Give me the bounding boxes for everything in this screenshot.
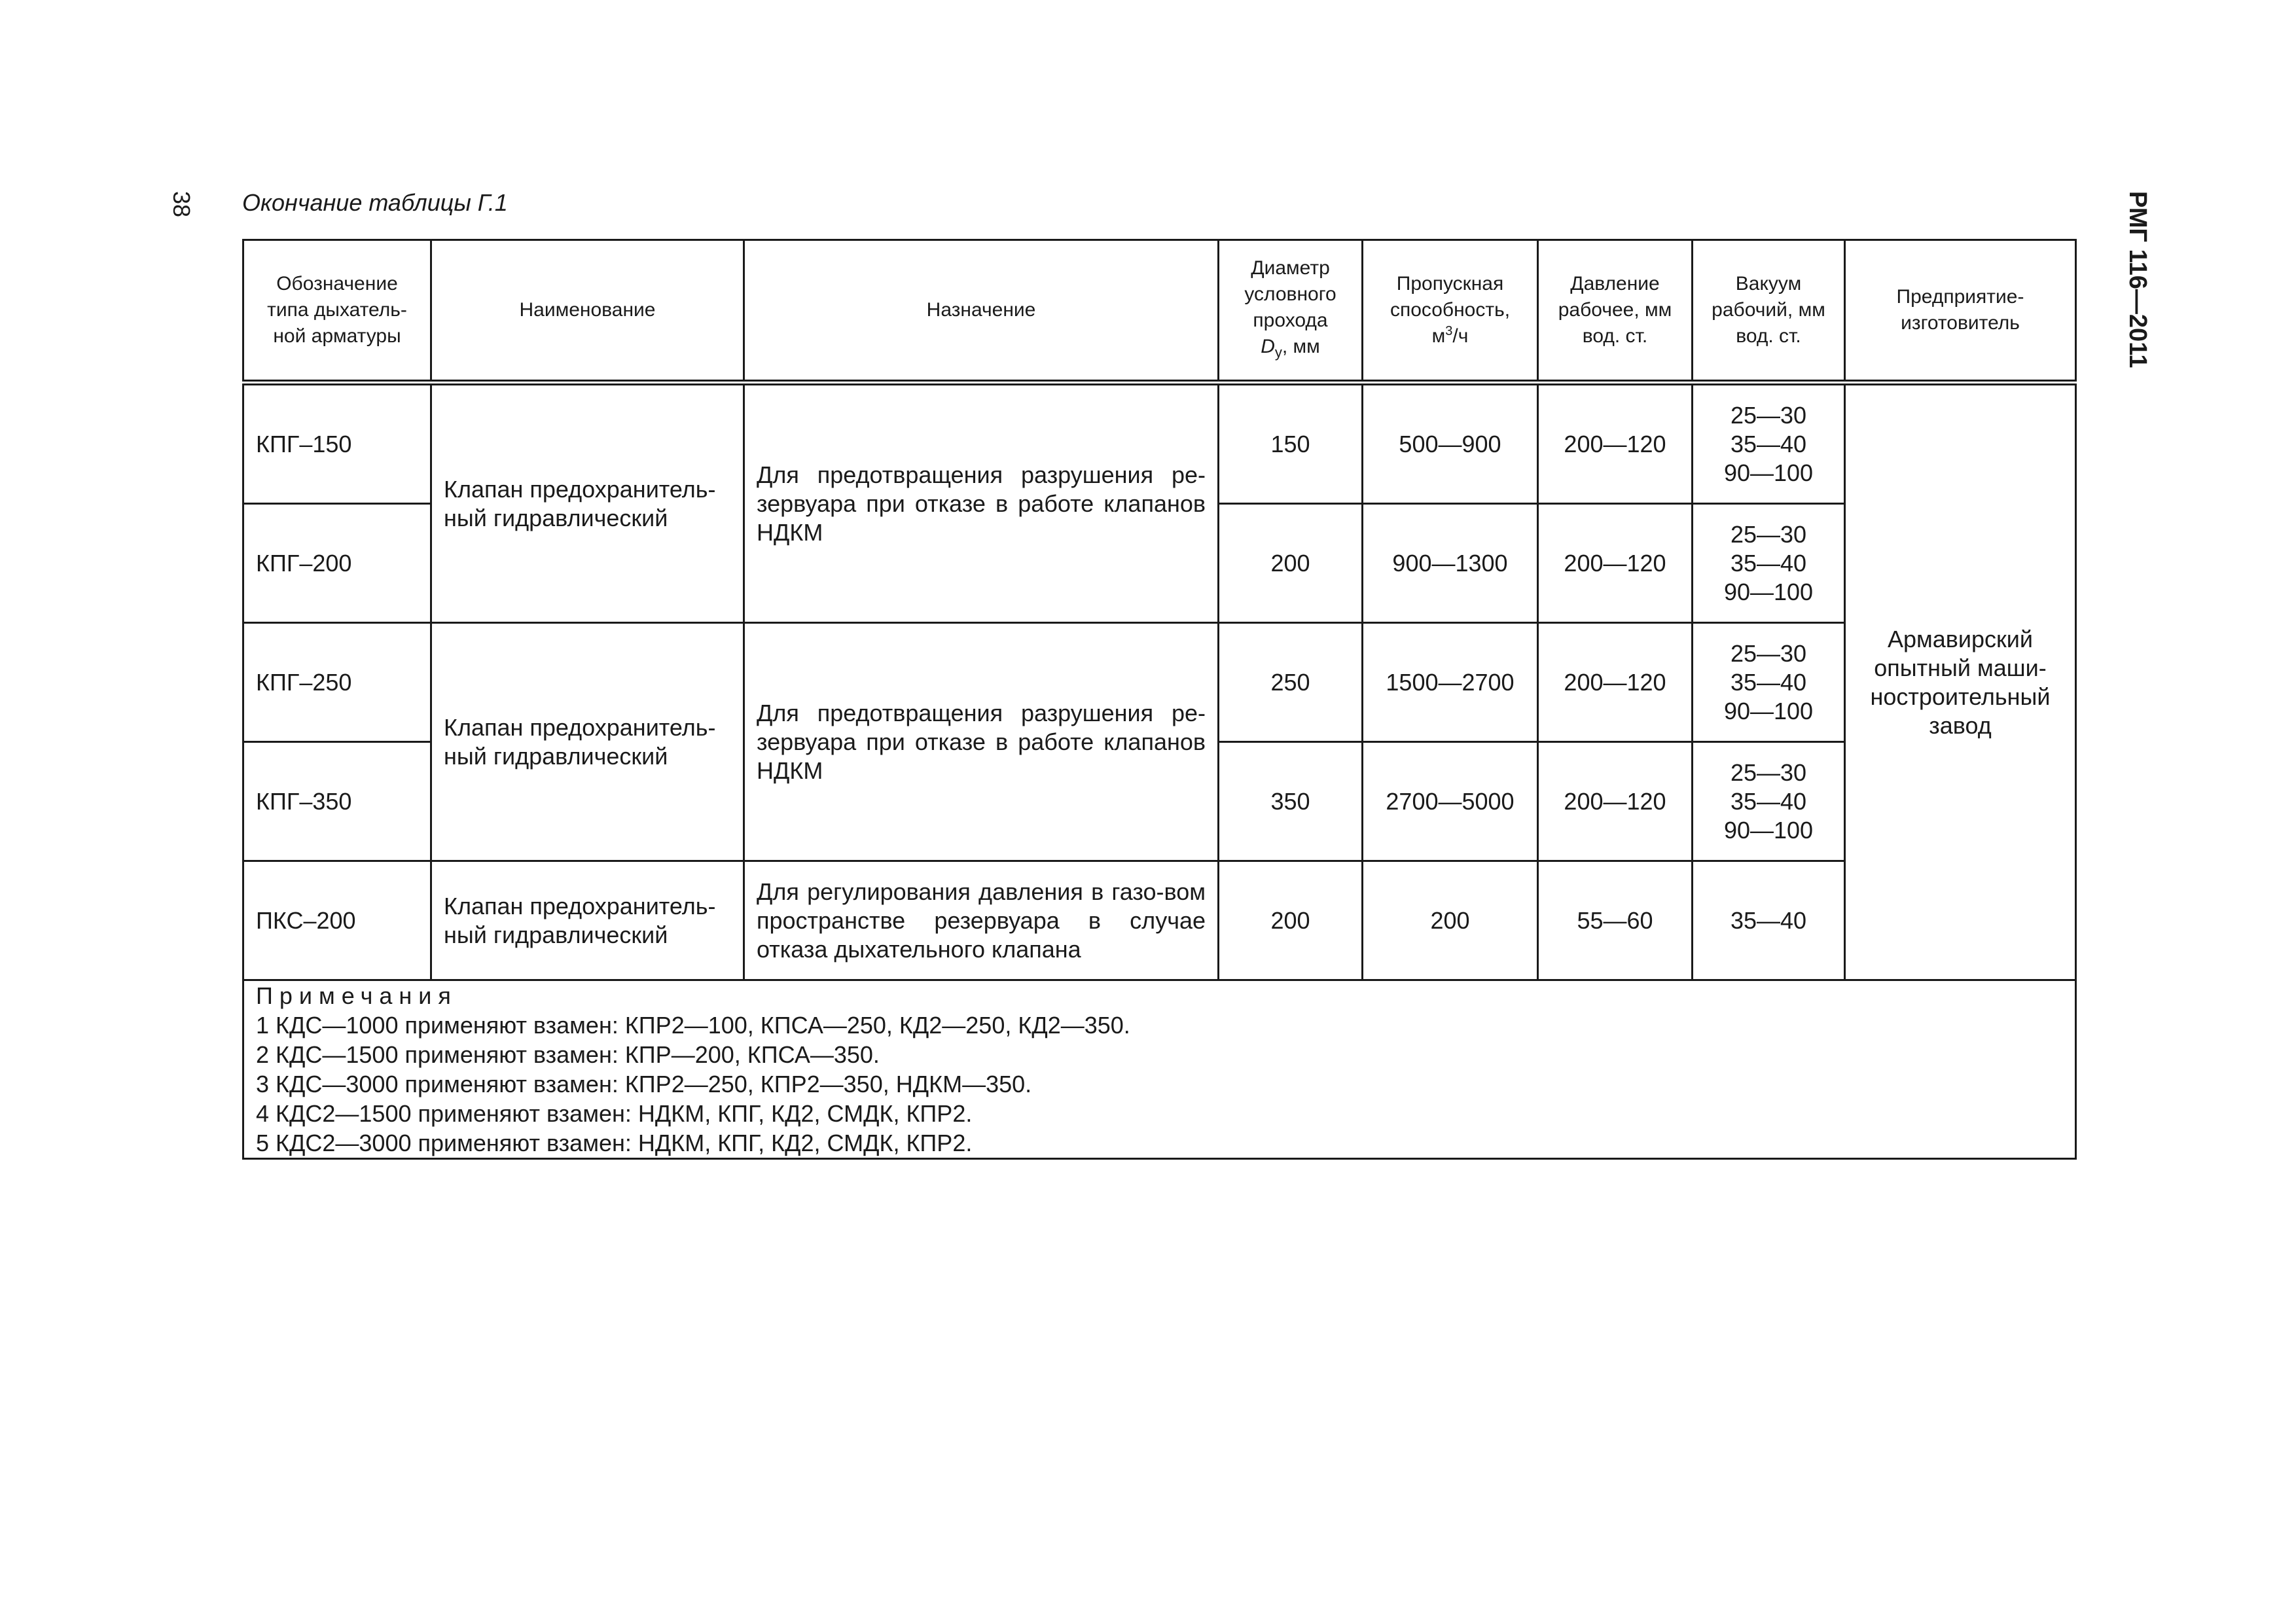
cell-name: Клапан предохранитель-ный гидравлический (431, 623, 744, 861)
header-vacuum: Вакуум рабочий, мм вод. ст. (1693, 240, 1845, 383)
cell-manufacturer: Армавирский опытный маши-ностроительный завод (1845, 383, 2076, 980)
header-capacity (1363, 240, 1538, 383)
header-diameter-text: Диаметр условного прохода (1244, 257, 1336, 331)
cell-pressure: 200—120 (1538, 504, 1693, 623)
note-item: 2 КДС—1500 применяют взамен: КПР—200, КПСА—350. (256, 1041, 880, 1068)
cell-name: Клапан предохранитель-ный гидравлический (431, 861, 744, 980)
cell-diameter: 200 (1219, 861, 1363, 980)
cell-capacity: 500—900 (1363, 383, 1538, 504)
notes-title: Примечания (256, 982, 457, 1009)
cell-vacuum: 25—30 35—40 90—100 (1693, 383, 1845, 504)
header-diameter (1219, 240, 1363, 383)
header-capacity-unit-tail: /ч (1452, 325, 1469, 347)
cell-purpose: Для предотвращения разрушения ре-зервуара при отказе в работе клапанов НДКМ (744, 623, 1219, 861)
cell-capacity: 900—1300 (1363, 504, 1538, 623)
cell-pressure: 200—120 (1538, 623, 1693, 742)
note-item: 3 КДС—3000 применяют взамен: КПР2—250, КПР2—350, НДКМ—350. (256, 1071, 1032, 1097)
cell-pressure: 200—120 (1538, 742, 1693, 861)
cell-type: ПКС–200 (243, 861, 431, 980)
cell-pressure: 200—120 (1538, 383, 1693, 504)
cell-capacity: 1500—2700 (1363, 623, 1538, 742)
cell-vacuum: 25—30 35—40 90—100 (1693, 504, 1845, 623)
cell-name: Клапан предохранитель-ный гидравлический (431, 383, 744, 623)
cell-purpose: Для регулирования давления в газо-вом пространстве резервуара в случае отказа дыхательного клапана (744, 861, 1219, 980)
table-caption: Окончание таблицы Г.1 (242, 189, 508, 216)
table-row (243, 861, 2076, 980)
cell-vacuum: 25—30 35—40 90—100 (1693, 742, 1845, 861)
header-diameter-symbol: D (1261, 335, 1275, 357)
header-manufacturer: Предприятие-изготовитель (1845, 240, 2076, 383)
notes-row (243, 980, 2076, 1159)
page-number: 38 (168, 191, 195, 218)
cell-purpose: Для предотвращения разрушения ре-зервуара при отказе в работе клапанов НДКМ (744, 383, 1219, 623)
header-type: Обозначение типа дыхатель-ной арматуры (243, 240, 431, 383)
header-diameter-unit: , мм (1282, 335, 1320, 357)
cell-diameter: 350 (1219, 742, 1363, 861)
cell-type: КПГ–200 (243, 504, 431, 623)
header-capacity-unit-power: 3 (1445, 324, 1453, 338)
header-row (243, 240, 2076, 383)
notes-cell (243, 980, 2076, 1159)
header-purpose: Назначение (744, 240, 1219, 383)
cell-capacity: 200 (1363, 861, 1538, 980)
document-code: РМГ 116—2011 (2124, 191, 2151, 368)
note-item: 1 КДС—1000 применяют взамен: КПР2—100, КПСА—250, КД2—250, КД2—350. (256, 1012, 1130, 1039)
header-diameter-subscript: у (1274, 344, 1282, 361)
header-capacity-text: Пропускная способность, (1390, 273, 1511, 321)
cell-diameter: 200 (1219, 504, 1363, 623)
cell-diameter: 150 (1219, 383, 1363, 504)
table-row (243, 623, 2076, 742)
cell-type: КПГ–150 (243, 383, 431, 504)
cell-type: КПГ–350 (243, 742, 431, 861)
cell-type: КПГ–250 (243, 623, 431, 742)
cell-vacuum: 25—30 35—40 90—100 (1693, 623, 1845, 742)
note-item: 5 КДС2—3000 применяют взамен: НДКМ, КПГ, КД2, СМДК, КПР2. (256, 1130, 973, 1156)
cell-capacity: 2700—5000 (1363, 742, 1538, 861)
table-row (243, 383, 2076, 504)
note-item: 4 КДС2—1500 применяют взамен: НДКМ, КПГ, КД2, СМДК, КПР2. (256, 1100, 973, 1127)
cell-vacuum: 35—40 (1693, 861, 1845, 980)
cell-pressure: 55—60 (1538, 861, 1693, 980)
cell-diameter: 250 (1219, 623, 1363, 742)
header-name: Наименование (431, 240, 744, 383)
header-capacity-unit-base: м (1431, 325, 1446, 347)
header-pressure: Давление рабочее, мм вод. ст. (1538, 240, 1693, 383)
valve-table (242, 239, 2077, 1160)
